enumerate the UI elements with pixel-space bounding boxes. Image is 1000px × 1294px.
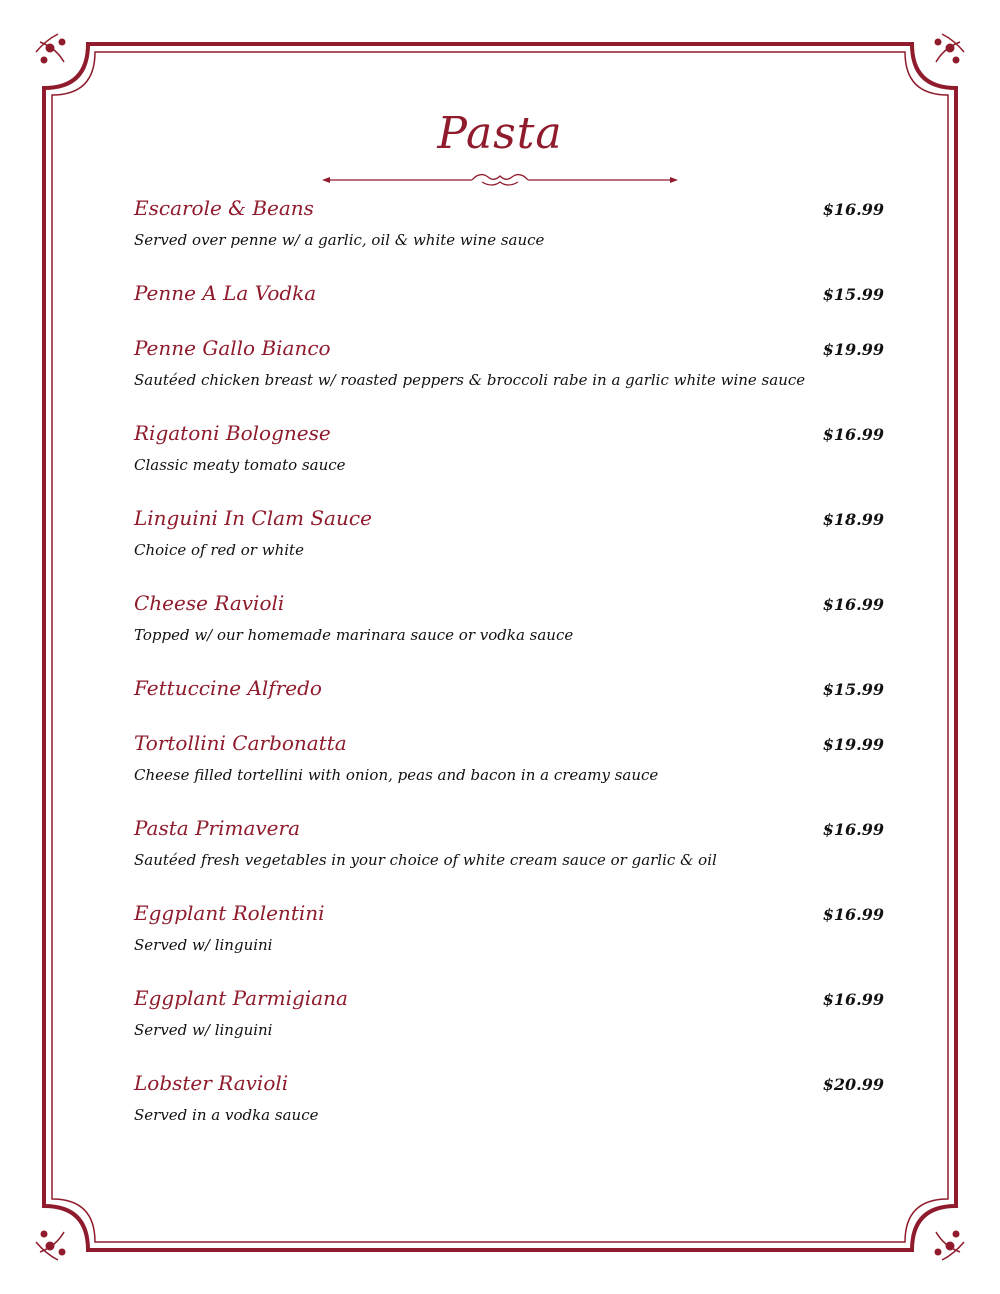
menu-item-price: $20.99 xyxy=(822,1075,884,1094)
menu-item-name: Cheese Ravioli xyxy=(134,591,285,615)
menu-item-name: Linguini In Clam Sauce xyxy=(134,506,372,530)
menu-item-price: $16.99 xyxy=(822,820,884,839)
page-title: Pasta xyxy=(437,108,563,159)
menu-item-description: Topped w/ our homemade marinara sauce or vodka sauce xyxy=(134,626,574,644)
menu-item-description: Sautéed chicken breast w/ roasted peppers & broccoli rabe in a garlic white wine sauce xyxy=(134,371,806,389)
menu-item-name: Eggplant Rolentini xyxy=(134,901,325,925)
menu-item-name: Eggplant Parmigiana xyxy=(134,986,348,1010)
menu-item-description: Served over penne w/ a garlic, oil & white wine sauce xyxy=(134,231,545,249)
menu-item-name: Rigatoni Bolognese xyxy=(134,421,331,445)
menu-item-description: Cheese filled tortellini with onion, peas and bacon in a creamy sauce xyxy=(134,766,659,784)
menu-item-name: Tortollini Carbonatta xyxy=(134,731,347,755)
menu-item-price: $19.99 xyxy=(822,340,884,359)
menu-item-price: $16.99 xyxy=(822,425,884,444)
menu-item-name: Pasta Primavera xyxy=(134,816,300,840)
menu-item-name: Penne Gallo Bianco xyxy=(134,336,331,360)
menu-item-price: $18.99 xyxy=(822,510,884,529)
menu-item-description: Served w/ linguini xyxy=(134,1021,273,1039)
menu-item-description: Served in a vodka sauce xyxy=(134,1106,319,1124)
menu-item-description: Classic meaty tomato sauce xyxy=(134,456,346,474)
menu-item-name: Penne A La Vodka xyxy=(134,281,317,305)
menu-item-name: Escarole & Beans xyxy=(134,196,314,220)
menu-item-price: $15.99 xyxy=(822,680,884,699)
menu-item-description: Served w/ linguini xyxy=(134,936,273,954)
menu-item-name: Fettuccine Alfredo xyxy=(134,676,322,700)
menu-item-price: $15.99 xyxy=(822,285,884,304)
menu-item-price: $16.99 xyxy=(822,905,884,924)
menu-item-description: Choice of red or white xyxy=(134,541,304,559)
menu-item-name: Lobster Ravioli xyxy=(134,1071,289,1095)
menu-item-price: $16.99 xyxy=(822,595,884,614)
menu-item-price: $19.99 xyxy=(822,735,884,754)
menu-item-description: Sautéed fresh vegetables in your choice of white cream sauce or garlic & oil xyxy=(134,851,717,869)
menu-item-price: $16.99 xyxy=(822,200,884,219)
title-divider-icon xyxy=(322,168,678,192)
menu-item-price: $16.99 xyxy=(822,990,884,1009)
